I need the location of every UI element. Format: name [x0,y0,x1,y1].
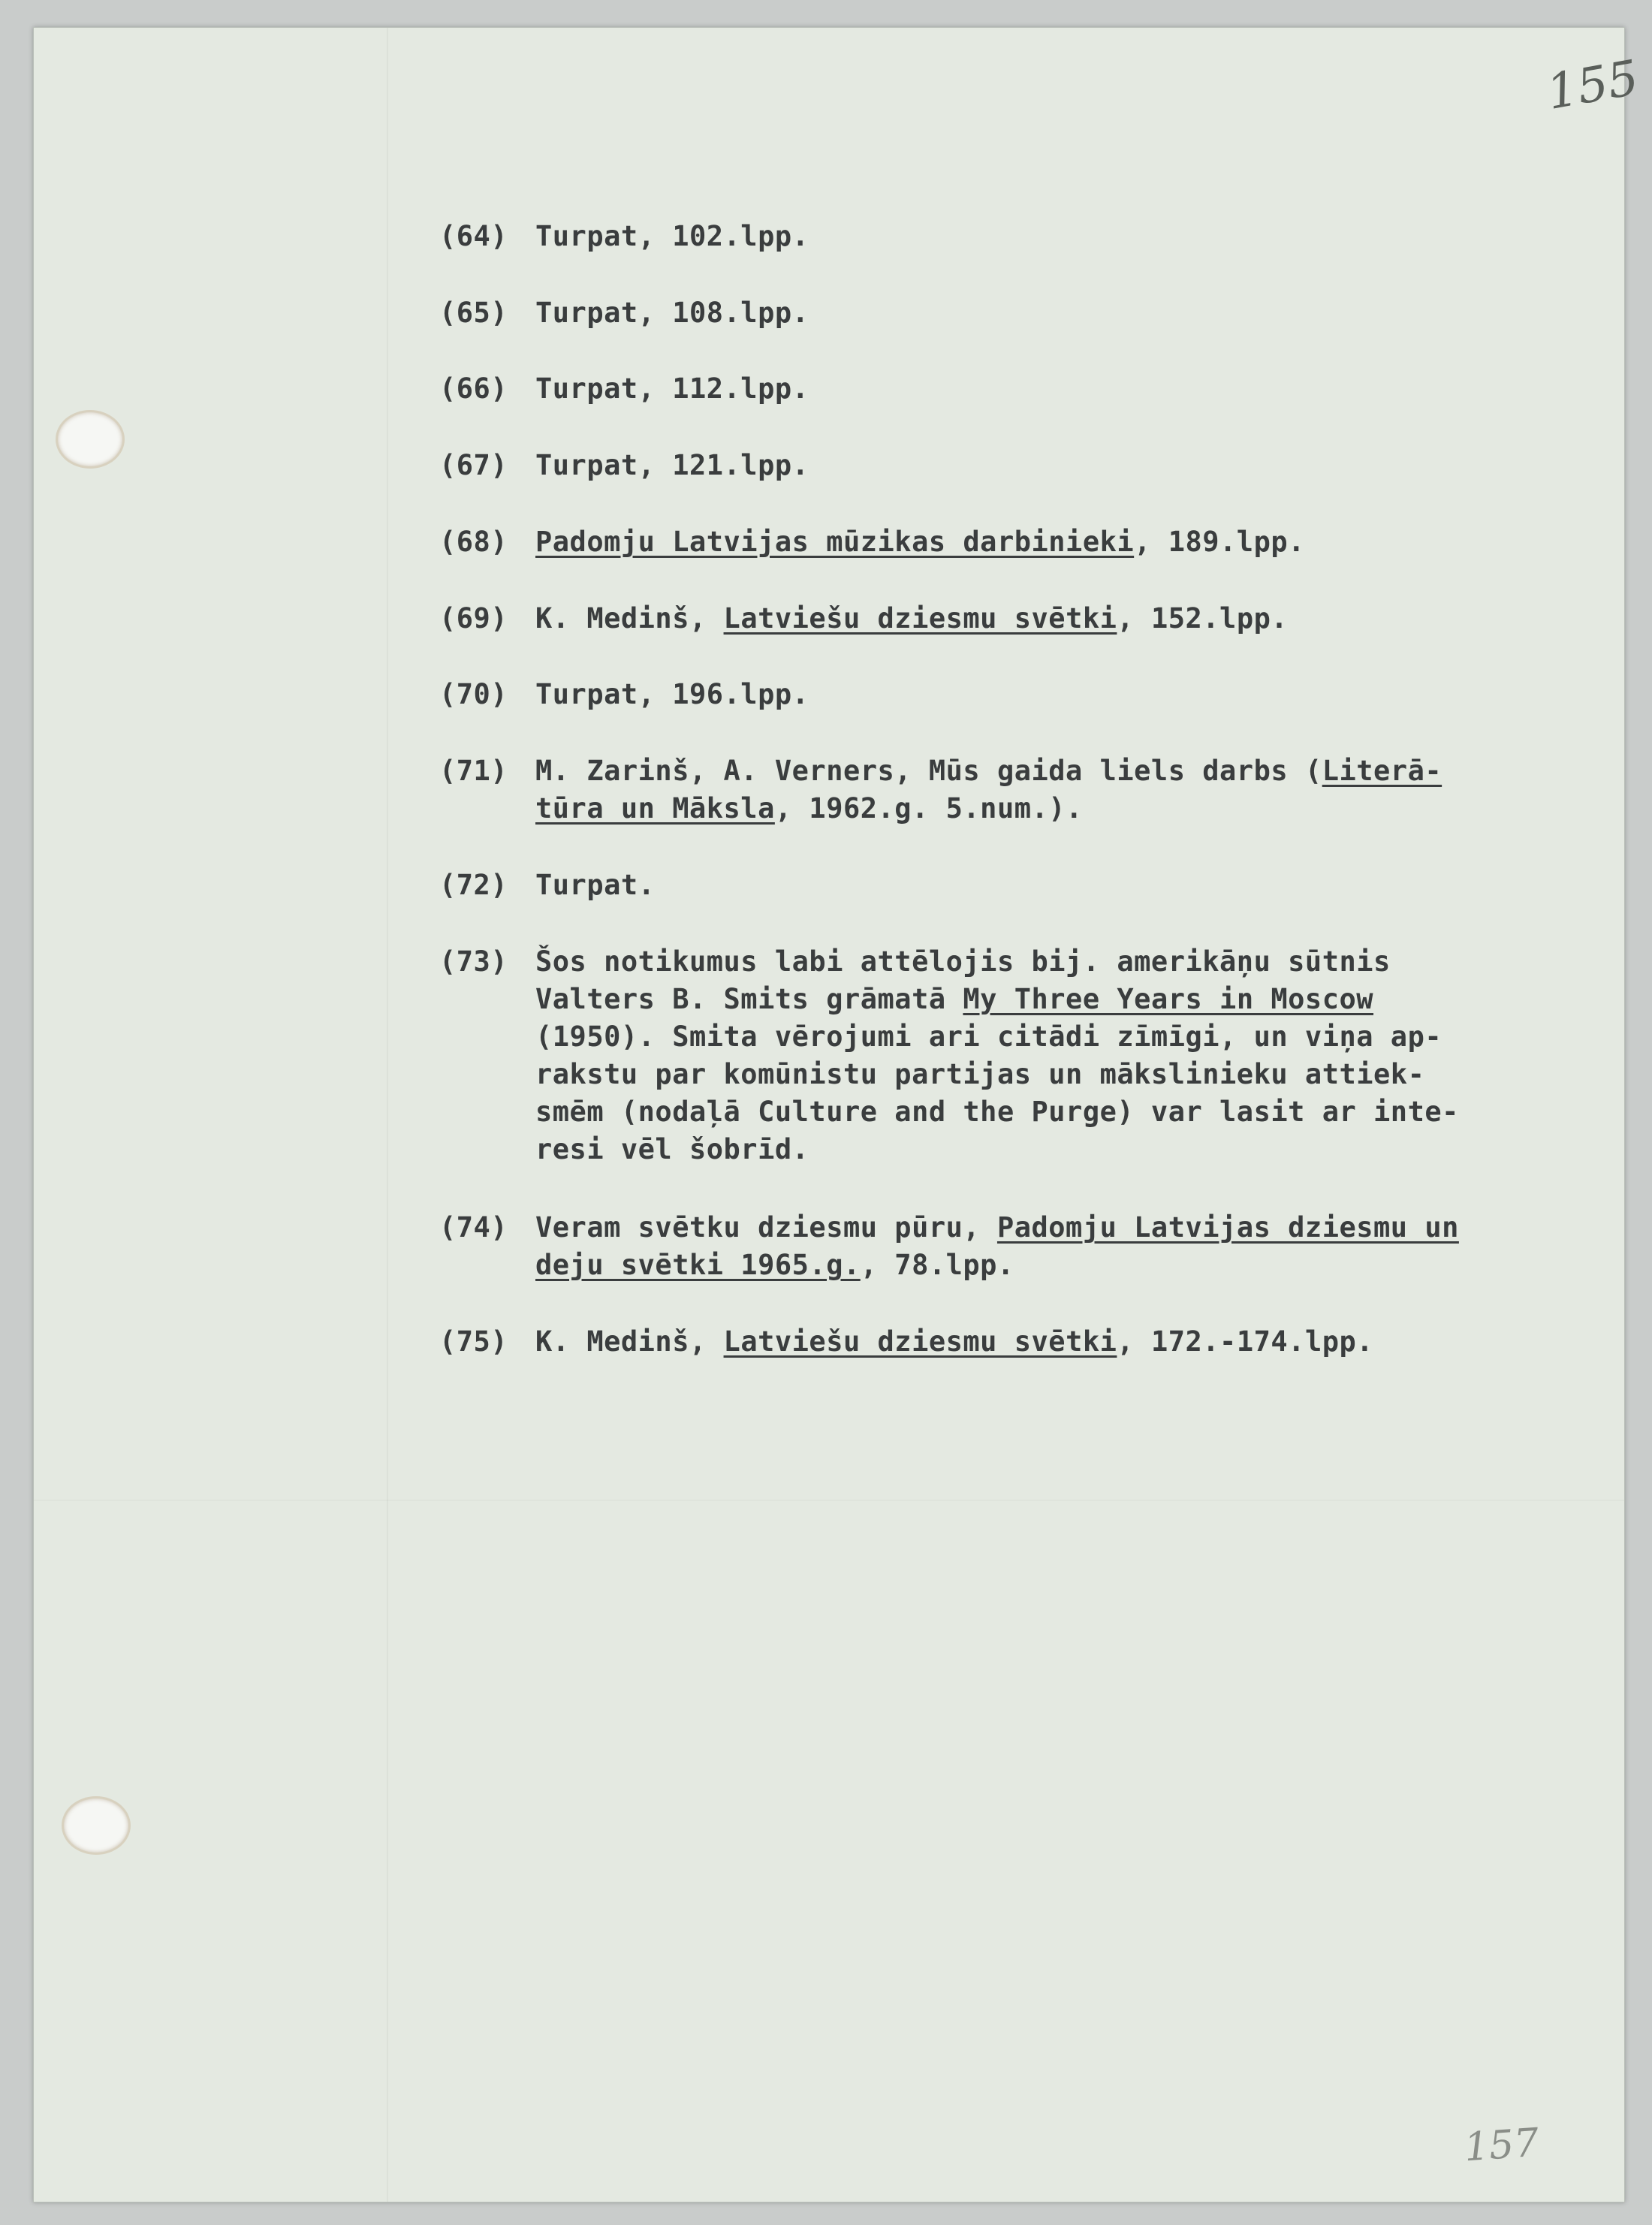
footnote-number: (67) [439,449,508,481]
footnote-text: Veram svētku dziesmu pūru, Padomju Latvijas dziesmu un deju svētki 1965.g., 78.lpp. [535,1211,1459,1281]
footnote-text: Turpat. [535,869,656,901]
footnote-number: (74) [439,1211,508,1244]
underlined-title: Latviešu dziesmu svētki [723,1325,1117,1358]
underlined-title: Padomju Latvijas mūzikas darbinieki [535,526,1135,558]
footnote-text: Turpat, 196.lpp. [535,678,809,710]
footnote-text: K. Medinš, Latviešu dziesmu svētki, 172.-174.lpp. [535,1325,1374,1358]
footnote-number: (64) [439,220,508,252]
footnote-text: Šos notikumus labi attēlojis bij. amerikāņu sūtnis Valters B. Smits grāmatā My Three Years in Moscow (1950). Smita vērojumi ari citādi zīmīgi, un viņa ap- rakstu par komūnistu partijas un mākslinieku attiek- smēm (nodaļā Culture and the Purge) var lasit ar inte- resi vēl šobrīd. [535,945,1459,1165]
footnote-text: Turpat, 112.lpp. [535,372,809,405]
handwritten-page-number: 155 [1542,50,1643,122]
footnote-number: (73) [439,945,508,978]
underlined-title: Padomju Latvijas dziesmu un deju svētki 1965.g. [535,1211,1459,1281]
footnote-text: K. Medinš, Latviešu dziesmu svētki, 152.lpp. [535,602,1289,635]
footnote-text: Turpat, 121.lpp. [535,449,809,481]
footnote-number: (75) [439,1325,508,1358]
footnote-number: (72) [439,869,508,901]
underlined-title: Latviešu dziesmu svētki [723,602,1117,635]
footnote-number: (66) [439,372,508,405]
footnote-number: (71) [439,755,508,787]
footnote-text: Padomju Latvijas mūzikas darbinieki, 189.lpp. [535,526,1305,558]
handwritten-page-number: 157 [1463,2120,1541,2171]
punch-hole [58,412,122,466]
footnote-number: (69) [439,602,508,635]
underlined-title: tūra un Māksla [535,792,775,825]
footnote-text: Turpat, 108.lpp. [535,297,809,329]
page-fold-mark [387,28,388,2202]
footnote-number: (68) [439,526,508,558]
footnote-text: Turpat, 102.lpp. [535,220,809,252]
underlined-title: My Three Years in Moscow [963,983,1374,1015]
underlined-title: Literā- [1322,755,1442,787]
footnote-number: (65) [439,297,508,329]
punch-hole [64,1798,128,1853]
footnote-text: M. Zarinš, A. Verners, Mūs gaida liels darbs (Literā- tūra un Māksla, 1962.g. 5.num.). [535,755,1442,825]
footnote-number: (70) [439,678,508,710]
page-fold-mark [34,1500,1624,1501]
